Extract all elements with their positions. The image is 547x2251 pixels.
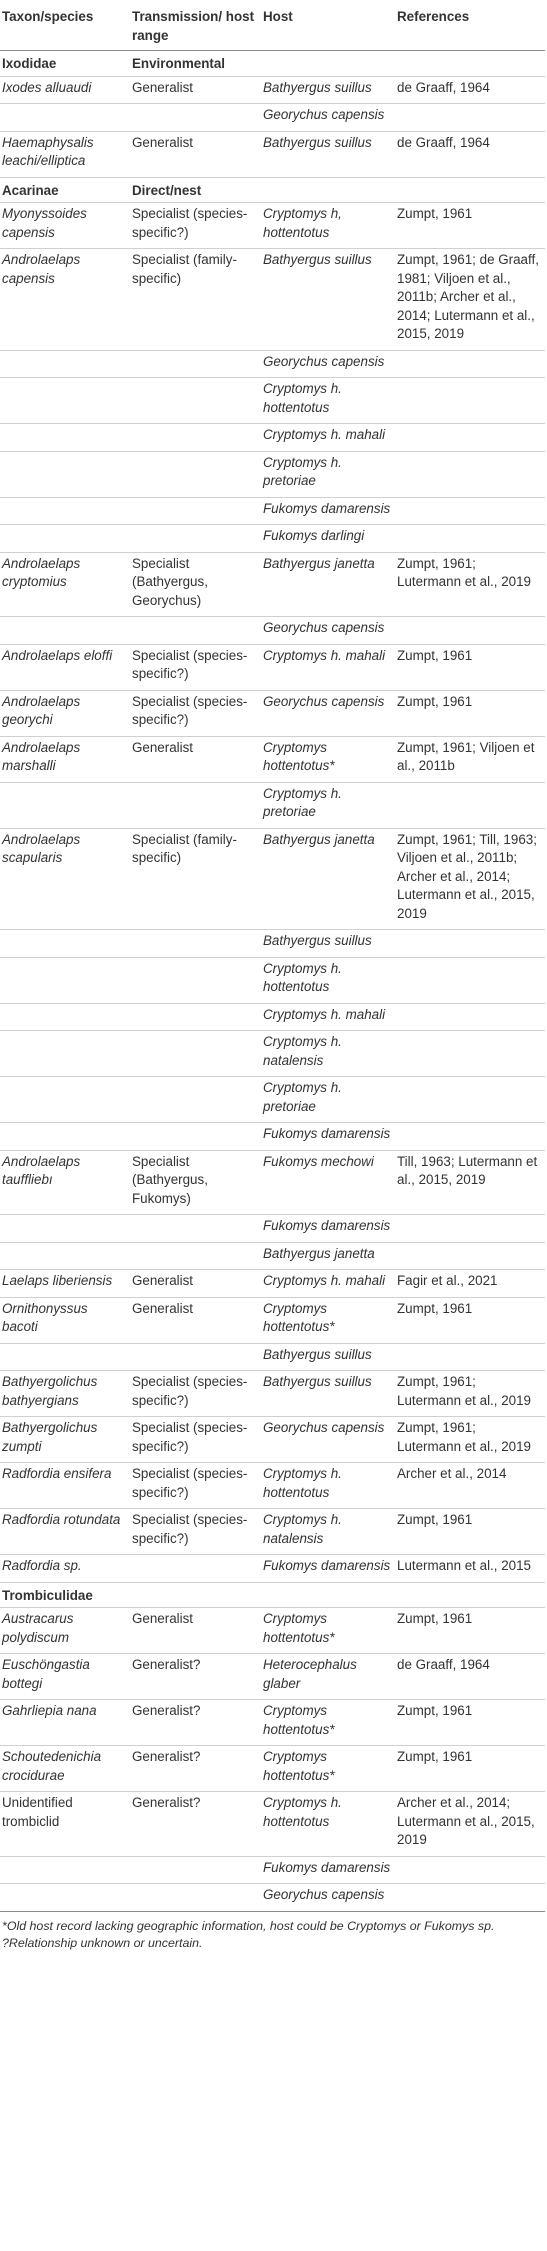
host-cell: Cryptomys h. hottentotus — [261, 957, 395, 1003]
transmission-cell — [130, 617, 261, 645]
reference-cell — [395, 930, 545, 958]
group-name: Acarinae — [0, 177, 130, 203]
table-row — [0, 690, 545, 736]
reference-cell: Zumpt, 1961 — [395, 690, 545, 736]
reference-cell — [395, 177, 545, 203]
table-row — [0, 203, 545, 249]
table-row — [0, 1792, 545, 1857]
table-row — [0, 782, 545, 828]
table-row — [0, 1123, 545, 1151]
parasite-host-table — [0, 8, 545, 1912]
host-cell: Fukomys damarensis — [261, 1555, 395, 1583]
taxon-cell — [0, 930, 130, 958]
transmission-cell — [130, 1031, 261, 1077]
transmission-cell: Specialist (Bathyergus, Fukomys) — [130, 1150, 261, 1215]
host-cell: Bathyergus suillus — [261, 249, 395, 351]
taxon-cell: Androlaelaps marshalli — [0, 736, 130, 782]
table-row — [0, 617, 545, 645]
reference-cell — [395, 1215, 545, 1243]
table-row — [0, 1003, 545, 1031]
taxon-cell: Gahrliepia nana — [0, 1700, 130, 1746]
host-cell: Cryptomys h. hottentotus — [261, 378, 395, 424]
host-cell: Cryptomys h. hottentotus — [261, 1792, 395, 1857]
reference-cell: Zumpt, 1961; Lutermann et al., 2019 — [395, 552, 545, 617]
header-host: Host — [261, 8, 395, 51]
host-cell: Cryptomys h, hottentotus — [261, 203, 395, 249]
table-row — [0, 378, 545, 424]
transmission-cell — [130, 424, 261, 452]
taxon-cell: Myonyssoides capensis — [0, 203, 130, 249]
transmission-cell — [130, 1123, 261, 1151]
header-transmission: Transmission/ host range — [130, 8, 261, 51]
transmission-cell — [130, 1884, 261, 1912]
reference-cell — [395, 497, 545, 525]
reference-cell: Archer et al., 2014; Lutermann et al., 2015, 2019 — [395, 1792, 545, 1857]
group-row — [0, 1582, 545, 1608]
host-cell: Cryptomys h. mahali — [261, 424, 395, 452]
reference-cell — [395, 350, 545, 378]
table-row — [0, 552, 545, 617]
transmission-cell — [130, 1242, 261, 1270]
taxon-cell — [0, 1031, 130, 1077]
table-row — [0, 350, 545, 378]
host-cell — [261, 1582, 395, 1608]
taxon-cell — [0, 497, 130, 525]
taxon-cell: Androlaelaps georychi — [0, 690, 130, 736]
taxon-cell: Laelaps liberiensis — [0, 1270, 130, 1298]
reference-cell: Zumpt, 1961 — [395, 1509, 545, 1555]
taxon-cell: Ixodes alluaudi — [0, 76, 130, 104]
table-row — [0, 424, 545, 452]
group-row — [0, 177, 545, 203]
taxon-cell: Androlaelaps tauffliebı — [0, 1150, 130, 1215]
taxon-cell: Androlaelaps capensis — [0, 249, 130, 351]
transmission-cell: Generalist — [130, 76, 261, 104]
taxon-cell: Ornithonyssus bacoti — [0, 1297, 130, 1343]
transmission-cell: Generalist — [130, 131, 261, 177]
taxon-cell — [0, 782, 130, 828]
taxon-cell: Austracarus polydiscum — [0, 1608, 130, 1654]
host-cell: Georychus capensis — [261, 1884, 395, 1912]
reference-cell — [395, 451, 545, 497]
taxon-cell: Radfordia ensifera — [0, 1463, 130, 1509]
footnotes — [0, 1912, 541, 1952]
host-cell: Georychus capensis — [261, 350, 395, 378]
group-row — [0, 51, 545, 77]
reference-cell: Zumpt, 1961 — [395, 203, 545, 249]
reference-cell — [395, 1031, 545, 1077]
table-row — [0, 1150, 545, 1215]
table-row — [0, 1884, 545, 1912]
taxon-cell — [0, 1003, 130, 1031]
transmission-cell: Specialist (species-specific?) — [130, 1371, 261, 1417]
taxon-cell — [0, 1884, 130, 1912]
taxon-cell: Radfordia sp. — [0, 1555, 130, 1583]
table-row — [0, 930, 545, 958]
taxon-cell — [0, 957, 130, 1003]
table-row — [0, 736, 545, 782]
table-row — [0, 1270, 545, 1298]
transmission-cell: Generalist — [130, 1270, 261, 1298]
host-cell: Cryptomys hottentotus* — [261, 1746, 395, 1792]
reference-cell: de Graaff, 1964 — [395, 1654, 545, 1700]
reference-cell — [395, 1343, 545, 1371]
taxon-cell: Bathyergolichus bathyergians — [0, 1371, 130, 1417]
host-cell: Cryptomys h. natalensis — [261, 1031, 395, 1077]
table-row — [0, 1371, 545, 1417]
taxon-cell — [0, 1123, 130, 1151]
taxon-cell — [0, 617, 130, 645]
transmission-cell — [130, 350, 261, 378]
reference-cell: Zumpt, 1961; de Graaff, 1981; Viljoen et al., 2011b; Archer et al., 2014; Lutermann et al., 2015, 2019 — [395, 249, 545, 351]
host-cell: Cryptomys h. pretoriae — [261, 1077, 395, 1123]
reference-cell — [395, 378, 545, 424]
header-row — [0, 8, 545, 51]
host-cell: Cryptomys hottentotus* — [261, 1700, 395, 1746]
reference-cell: Fagir et al., 2021 — [395, 1270, 545, 1298]
host-cell: Bathyergus janetta — [261, 1242, 395, 1270]
reference-cell: Zumpt, 1961; Viljoen et al., 2011b — [395, 736, 545, 782]
taxon-cell — [0, 378, 130, 424]
reference-cell — [395, 1884, 545, 1912]
table-row — [0, 1608, 545, 1654]
table-row — [0, 1700, 545, 1746]
host-cell: Georychus capensis — [261, 617, 395, 645]
host-cell: Bathyergus suillus — [261, 131, 395, 177]
host-cell: Cryptomys h. mahali — [261, 1003, 395, 1031]
table-row — [0, 1031, 545, 1077]
reference-cell: Zumpt, 1961; Lutermann et al., 2019 — [395, 1417, 545, 1463]
host-cell — [261, 177, 395, 203]
table-row — [0, 1509, 545, 1555]
table-row — [0, 1746, 545, 1792]
host-cell: Cryptomys h. hottentotus — [261, 1463, 395, 1509]
taxon-cell: Radfordia rotundata — [0, 1509, 130, 1555]
transmission-cell: Specialist (family-specific) — [130, 828, 261, 930]
host-cell: Cryptomys hottentotus* — [261, 736, 395, 782]
table-row — [0, 1343, 545, 1371]
reference-cell — [395, 1582, 545, 1608]
reference-cell: Zumpt, 1961 — [395, 1700, 545, 1746]
group-transmission: Environmental — [130, 51, 261, 77]
transmission-cell — [130, 1343, 261, 1371]
reference-cell — [395, 104, 545, 132]
transmission-cell: Specialist (species-specific?) — [130, 203, 261, 249]
reference-cell: Zumpt, 1961; Lutermann et al., 2019 — [395, 1371, 545, 1417]
table-row — [0, 957, 545, 1003]
taxon-cell: Schoutedenichia crocidurae — [0, 1746, 130, 1792]
taxon-cell: Unidentified trombiclid — [0, 1792, 130, 1857]
host-cell: Cryptomys h. mahali — [261, 1270, 395, 1298]
table-row — [0, 828, 545, 930]
host-cell: Cryptomys h. mahali — [261, 644, 395, 690]
host-cell: Georychus capensis — [261, 690, 395, 736]
reference-cell — [395, 1123, 545, 1151]
transmission-cell — [130, 782, 261, 828]
taxon-cell: Bathyergolichus zumpti — [0, 1417, 130, 1463]
host-cell: Georychus capensis — [261, 104, 395, 132]
transmission-cell: Generalist? — [130, 1654, 261, 1700]
table-row — [0, 1242, 545, 1270]
table-row — [0, 249, 545, 351]
reference-cell — [395, 782, 545, 828]
reference-cell: Zumpt, 1961; Till, 1963; Viljoen et al., 2011b; Archer et al., 2014; Lutermann et al., 2015, 2019 — [395, 828, 545, 930]
table-row — [0, 497, 545, 525]
footnote-old-record: *Old host record lacking geographic information, host could be Cryptomys or Fukomys sp. — [2, 1918, 495, 1933]
reference-cell: Zumpt, 1961 — [395, 1746, 545, 1792]
transmission-cell — [130, 930, 261, 958]
taxon-cell — [0, 451, 130, 497]
reference-cell: de Graaff, 1964 — [395, 131, 545, 177]
taxon-cell — [0, 1856, 130, 1884]
reference-cell — [395, 1077, 545, 1123]
transmission-cell: Specialist (species-specific?) — [130, 1509, 261, 1555]
transmission-cell: Generalist — [130, 736, 261, 782]
reference-cell — [395, 617, 545, 645]
reference-cell: Zumpt, 1961 — [395, 1608, 545, 1654]
host-cell: Georychus capensis — [261, 1417, 395, 1463]
reference-cell: Lutermann et al., 2015 — [395, 1555, 545, 1583]
reference-cell: Till, 1963; Lutermann et al., 2015, 2019 — [395, 1150, 545, 1215]
table-row — [0, 1215, 545, 1243]
host-cell: Fukomys darlingi — [261, 525, 395, 553]
host-cell: Fukomys damarensis — [261, 1856, 395, 1884]
host-cell: Heterocephalus glaber — [261, 1654, 395, 1700]
transmission-cell — [130, 1555, 261, 1583]
host-cell: Bathyergus janetta — [261, 828, 395, 930]
taxon-cell — [0, 350, 130, 378]
transmission-cell — [130, 525, 261, 553]
reference-cell: Archer et al., 2014 — [395, 1463, 545, 1509]
host-cell: Fukomys damarensis — [261, 497, 395, 525]
host-cell: Fukomys mechowi — [261, 1150, 395, 1215]
table-row — [0, 644, 545, 690]
reference-cell: Zumpt, 1961 — [395, 1297, 545, 1343]
host-cell: Fukomys damarensis — [261, 1123, 395, 1151]
host-cell: Fukomys damarensis — [261, 1215, 395, 1243]
group-transmission — [130, 1582, 261, 1608]
taxon-cell — [0, 525, 130, 553]
reference-cell — [395, 1856, 545, 1884]
taxon-cell: Euschöngastia bottegi — [0, 1654, 130, 1700]
transmission-cell: Specialist (species-specific?) — [130, 644, 261, 690]
host-cell: Bathyergus janetta — [261, 552, 395, 617]
transmission-cell: Specialist (species-specific?) — [130, 690, 261, 736]
header-taxon: Taxon/species — [0, 8, 130, 51]
reference-cell — [395, 1242, 545, 1270]
transmission-cell: Generalist? — [130, 1746, 261, 1792]
taxon-cell — [0, 1343, 130, 1371]
taxon-cell: Androlaelaps eloffi — [0, 644, 130, 690]
group-name: Ixodidae — [0, 51, 130, 77]
transmission-cell — [130, 957, 261, 1003]
taxon-cell: Androlaelaps scapularis — [0, 828, 130, 930]
table-row — [0, 1417, 545, 1463]
reference-cell — [395, 51, 545, 77]
transmission-cell — [130, 378, 261, 424]
transmission-cell: Generalist — [130, 1297, 261, 1343]
transmission-cell — [130, 1077, 261, 1123]
reference-cell — [395, 957, 545, 1003]
host-cell: Bathyergus suillus — [261, 1343, 395, 1371]
reference-cell — [395, 1003, 545, 1031]
transmission-cell: Specialist (species-specific?) — [130, 1463, 261, 1509]
table-row — [0, 451, 545, 497]
group-transmission: Direct/nest — [130, 177, 261, 203]
transmission-cell — [130, 497, 261, 525]
taxon-cell: Androlaelaps cryptomius — [0, 552, 130, 617]
table-row — [0, 76, 545, 104]
header-references: References — [395, 8, 545, 51]
table-row — [0, 525, 545, 553]
taxon-cell — [0, 1215, 130, 1243]
host-cell: Bathyergus suillus — [261, 76, 395, 104]
reference-cell — [395, 525, 545, 553]
reference-cell — [395, 424, 545, 452]
footnote-uncertain: ?Relationship unknown or uncertain. — [2, 1935, 203, 1950]
table-row — [0, 131, 545, 177]
host-cell — [261, 51, 395, 77]
transmission-cell: Specialist (Bathyergus, Georychus) — [130, 552, 261, 617]
transmission-cell: Specialist (family-specific) — [130, 249, 261, 351]
host-cell: Cryptomys h. pretoriae — [261, 782, 395, 828]
transmission-cell — [130, 1215, 261, 1243]
transmission-cell: Specialist (species-specific?) — [130, 1417, 261, 1463]
transmission-cell — [130, 451, 261, 497]
reference-cell: de Graaff, 1964 — [395, 76, 545, 104]
transmission-cell — [130, 1003, 261, 1031]
taxon-cell: Haemaphysalis leachi/elliptica — [0, 131, 130, 177]
transmission-cell: Generalist? — [130, 1792, 261, 1857]
transmission-cell: Generalist? — [130, 1700, 261, 1746]
transmission-cell — [130, 1856, 261, 1884]
table-row — [0, 1297, 545, 1343]
taxon-cell — [0, 1242, 130, 1270]
table-body — [0, 51, 545, 1912]
host-cell: Cryptomys h. natalensis — [261, 1509, 395, 1555]
taxon-cell — [0, 1077, 130, 1123]
host-cell: Bathyergus suillus — [261, 1371, 395, 1417]
taxon-cell — [0, 424, 130, 452]
table-row — [0, 1555, 545, 1583]
taxon-cell — [0, 104, 130, 132]
table-row — [0, 1654, 545, 1700]
host-cell: Cryptomys hottentotus* — [261, 1608, 395, 1654]
table-row — [0, 104, 545, 132]
transmission-cell — [130, 104, 261, 132]
host-cell: Bathyergus suillus — [261, 930, 395, 958]
reference-cell: Zumpt, 1961 — [395, 644, 545, 690]
host-cell: Cryptomys h. pretoriae — [261, 451, 395, 497]
table-row — [0, 1463, 545, 1509]
group-name: Trombiculidae — [0, 1582, 130, 1608]
host-cell: Cryptomys hottentotus* — [261, 1297, 395, 1343]
table-row — [0, 1856, 545, 1884]
transmission-cell: Generalist — [130, 1608, 261, 1654]
table-row — [0, 1077, 545, 1123]
